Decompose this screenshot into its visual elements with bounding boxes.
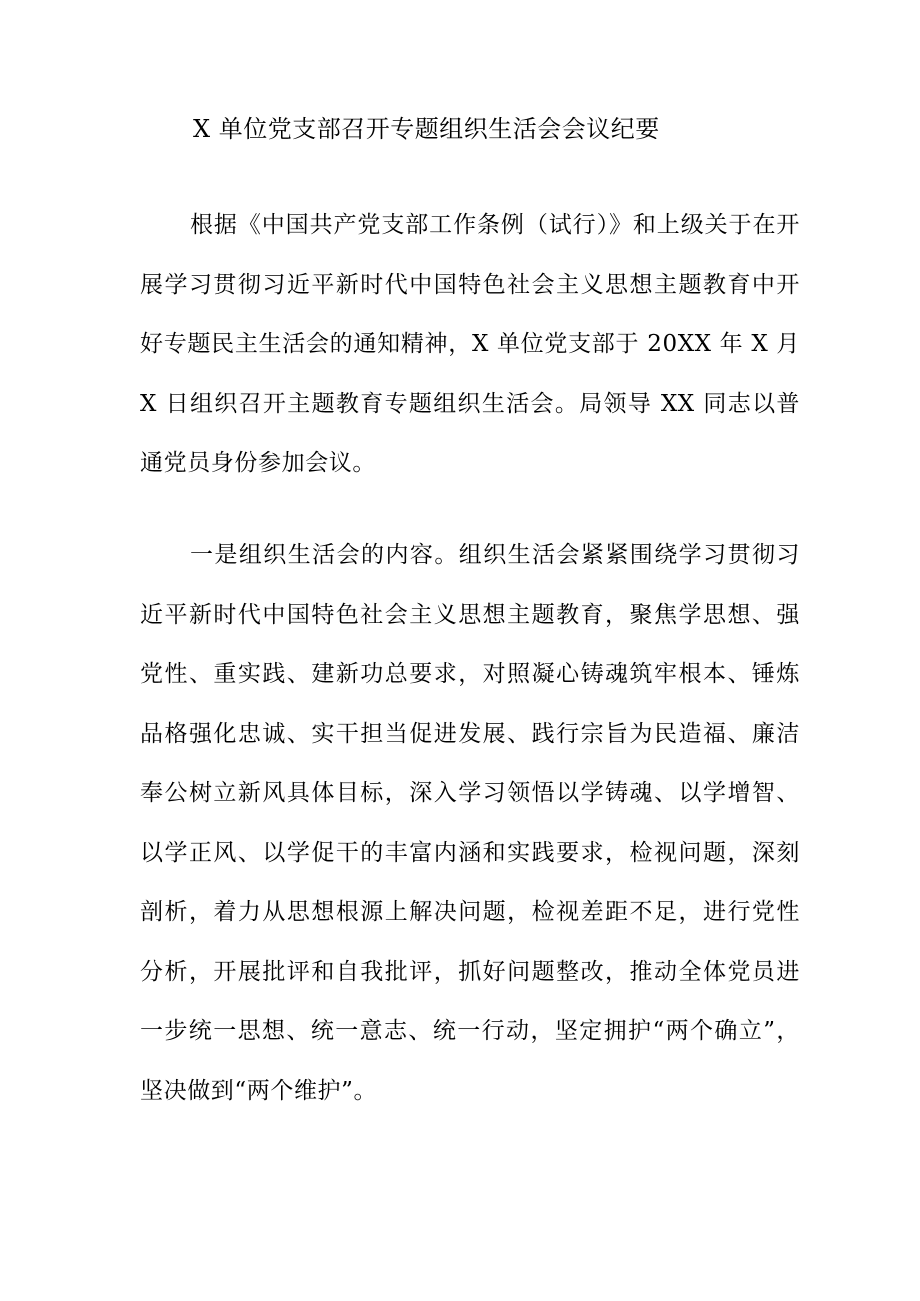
paragraph-intro: 根据《中国共产党支部工作条例（试行）》和上级关于在开展学习贯彻习近平新时代中国特色社会主义思想主题教育中开好专题民主生活会的通知精神，X 单位党支部于 20XX 年 X 月 X 日组织召开主题教育专题组织生活会。局领导 XX 同志以普通党员身份参加会议。 — [140, 212, 800, 476]
paragraph-meeting-content: 一是组织生活会的内容。组织生活会紧紧围绕学习贯彻习近平新时代中国特色社会主义思想主题教育，聚焦学思想、强党性、重实践、建新功总要求，对照凝心铸魂筑牢根本、锤炼品格强化忠诚、实干担当促进发展、践行宗旨为民造福、廉洁奉公树立新风具体目标，深入学习领悟以学铸魂、以学增智、以学正风、以学促干的丰富内涵和实践要求，检视问题，深刻剖析，着力从思想根源上解决问题，检视差距不足，进行党性分析，开展批评和自我批评，抓好问题整改，推动全体党员进一步统一思想、统一意志、统一行动，坚定拥护“两个确立”，坚决做到“两个维护”。 — [140, 542, 800, 1104]
document-title: X 单位党支部召开专题组织生活会会议纪要 — [193, 115, 660, 143]
